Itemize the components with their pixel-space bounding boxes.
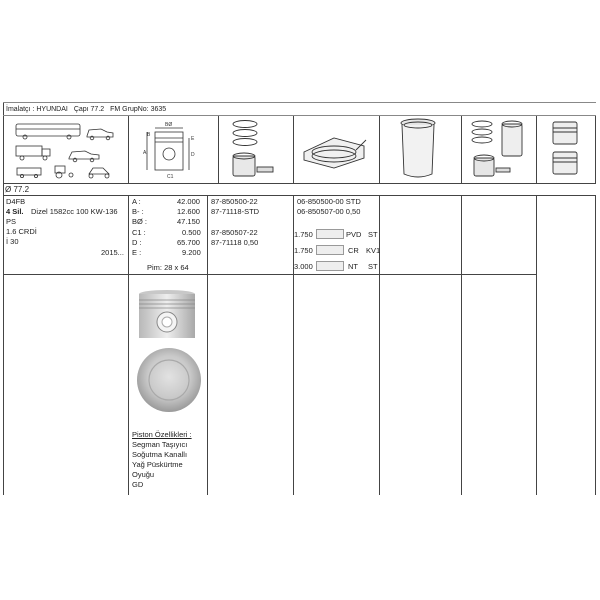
piston-feature-item: Oyuğu xyxy=(132,470,155,479)
dim-e-value: 9.200 xyxy=(182,248,201,257)
dim-a-label: A : xyxy=(132,197,141,206)
vehicles-icon xyxy=(3,116,129,183)
piston-feature-item: GD xyxy=(132,480,144,489)
dim-e-label: E : xyxy=(132,248,142,257)
ring-thickness: 3.000 xyxy=(294,262,313,271)
detail-area xyxy=(3,196,596,495)
ring-set-number[interactable]: 06-850500-00 STD xyxy=(297,197,361,206)
dim-b-value: 12.600 xyxy=(177,207,200,216)
piston-feature-item: Yağ Püskürtme xyxy=(132,460,183,469)
ring-sets-column xyxy=(294,196,380,495)
dim-b-label: B- : xyxy=(132,207,144,216)
cylinder-count: 4 Sil. xyxy=(6,207,24,216)
model-name: 1.6 CRDİ xyxy=(6,227,37,236)
diameter-icon: Ø xyxy=(5,185,12,194)
year-range: 2015... xyxy=(101,248,124,257)
ring-type: ST xyxy=(368,262,378,271)
svg-text:D: D xyxy=(191,152,195,158)
vehicle-divider xyxy=(3,274,129,275)
svg-text:BØ: BØ xyxy=(165,122,173,128)
svg-text:B: B xyxy=(147,132,151,138)
piston-photo xyxy=(133,288,205,412)
piston-part-number[interactable]: 87-850507-22 xyxy=(211,228,258,237)
kit-icon xyxy=(462,116,537,183)
ring-profile-icon xyxy=(316,229,344,239)
dim-bd-value: 47.150 xyxy=(177,217,200,226)
ring-type: ST xyxy=(368,230,378,239)
ring-thickness: 1.750 xyxy=(294,230,313,239)
kit-column xyxy=(462,196,537,495)
piston-diagram-icon xyxy=(129,116,219,183)
dim-c1-label: C1 : xyxy=(132,228,146,237)
piston-pair-column xyxy=(537,196,596,495)
svg-text:E: E xyxy=(191,136,195,142)
piston-part-number[interactable]: 87-850500-22 xyxy=(211,197,258,206)
dim-d-label: D : xyxy=(132,238,142,247)
dim-a-value: 42.000 xyxy=(177,197,200,206)
diameter-row xyxy=(3,183,596,196)
catalog-sheet xyxy=(3,102,596,495)
ring-coating: NT xyxy=(348,262,358,271)
dim-d-value: 65.700 xyxy=(177,238,200,247)
ring-set-number[interactable]: 06-850507-00 0,50 xyxy=(297,207,361,216)
piston-pair-icon xyxy=(537,116,596,183)
vehicle-column xyxy=(3,196,129,495)
parts-divider xyxy=(208,274,537,275)
ring-type: KV1 xyxy=(366,246,381,255)
piston-part-number[interactable]: 87-71118 0,50 xyxy=(211,238,259,247)
group-label: FM GrupNo: 3635 xyxy=(110,106,167,113)
piston-part-number[interactable]: 87-71118-STD xyxy=(211,207,260,216)
ring-compressor-icon xyxy=(294,116,380,183)
svg-text:A: A xyxy=(143,150,147,156)
ring-coating: PVD xyxy=(346,230,362,239)
dim-bd-label: BØ : xyxy=(132,217,148,226)
engine-code: D4FB xyxy=(6,197,26,206)
ring-coating: CR xyxy=(348,246,359,255)
diameter-value: 77.2 xyxy=(13,185,30,194)
bore-label: Çapı 77.2 xyxy=(73,106,105,113)
piston-feature-item: Segman Taşıyıcı xyxy=(132,440,188,449)
svg-text:C1: C1 xyxy=(167,174,174,180)
ring-thickness: 1.750 xyxy=(294,246,313,255)
header-line xyxy=(3,102,596,116)
dimensions-column xyxy=(129,196,208,495)
pin-divider xyxy=(129,274,208,275)
ring-set-piston-icon xyxy=(219,116,294,183)
ring-profile-icon xyxy=(316,245,344,255)
liner-column xyxy=(380,196,462,495)
engine-desc: Dizel 1582cc 100 KW-136 xyxy=(31,207,118,216)
pin-size: Pim: 28 x 64 xyxy=(147,263,189,272)
piston-feature-item: Soğutma Kanallı xyxy=(132,450,188,459)
cylinder-liner-icon xyxy=(380,116,462,183)
piston-features-title: Piston Özellikleri : xyxy=(132,430,192,439)
piston-parts-column xyxy=(208,196,294,495)
dim-c1-value: 0.500 xyxy=(182,228,201,237)
maker-label: İmalatçı : HYUNDAI xyxy=(6,106,68,113)
icon-row xyxy=(3,116,596,184)
series-name: İ 30 xyxy=(6,237,19,246)
ring-profile-icon xyxy=(316,261,344,271)
power-unit: PS xyxy=(6,217,17,226)
